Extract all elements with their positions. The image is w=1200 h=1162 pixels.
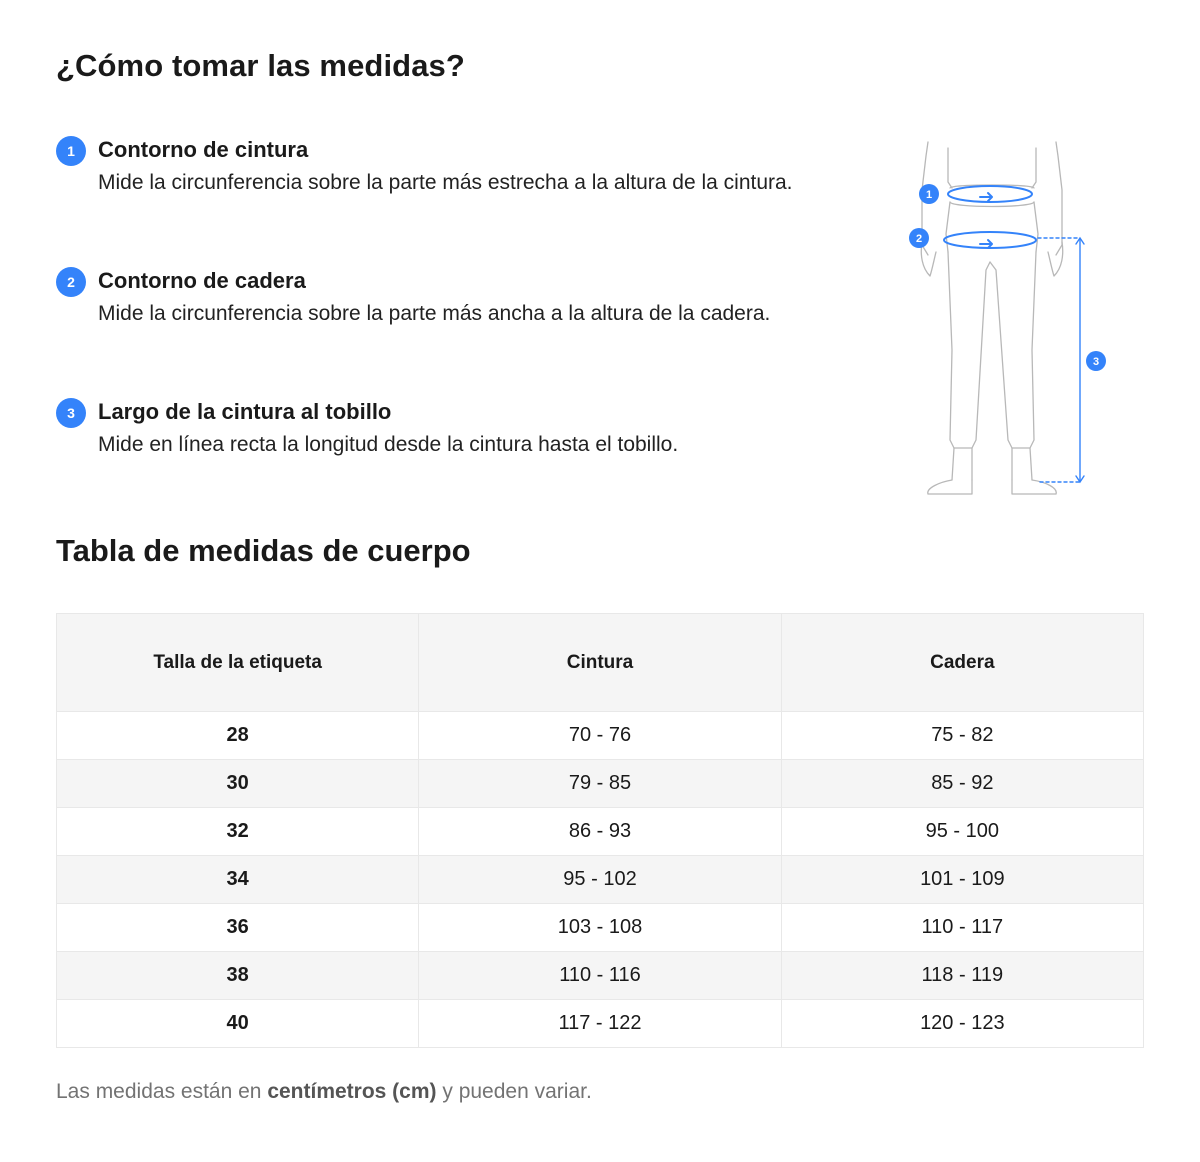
cell-waist: 86 - 93	[419, 808, 781, 856]
cell-hip: 85 - 92	[781, 760, 1143, 808]
cell-hip: 101 - 109	[781, 856, 1143, 904]
table-row	[57, 856, 1144, 904]
cell-size: 32	[57, 808, 419, 856]
pants-figure-icon	[900, 130, 1130, 510]
table-row	[57, 952, 1144, 1000]
step-number-badge: 2	[56, 267, 86, 297]
table-row	[57, 808, 1144, 856]
cell-hip: 110 - 117	[781, 904, 1143, 952]
footnote	[56, 1080, 592, 1104]
cell-size: 40	[57, 1000, 419, 1048]
cell-size: 30	[57, 760, 419, 808]
footnote-emphasis: centímetros (cm)	[267, 1080, 437, 1103]
step-number-badge: 1	[56, 136, 86, 166]
step-title: Largo de la cintura al tobillo	[98, 399, 392, 424]
marker-label: 2	[915, 233, 923, 245]
step-number-badge: 3	[56, 398, 86, 428]
cell-waist: 117 - 122	[419, 1000, 781, 1048]
cell-size: 38	[57, 952, 419, 1000]
cell-waist: 110 - 116	[419, 952, 781, 1000]
table-title: Tabla de medidas de cuerpo	[56, 533, 471, 568]
table-row	[57, 760, 1144, 808]
size-table	[56, 613, 1144, 1048]
cell-size: 28	[57, 712, 419, 760]
table-row	[57, 1000, 1144, 1048]
cell-waist: 103 - 108	[419, 904, 781, 952]
step-title: Contorno de cintura	[98, 137, 309, 162]
cell-waist: 79 - 85	[419, 760, 781, 808]
step-description: Mide en línea recta la longitud desde la cintura hasta el tobillo.	[98, 433, 679, 456]
table-row	[57, 712, 1144, 760]
step-title: Contorno de cadera	[98, 268, 306, 293]
column-header-hip: Cadera	[781, 614, 1143, 712]
column-header-waist: Cintura	[419, 614, 781, 712]
footnote-suffix: y pueden variar.	[436, 1080, 592, 1103]
cell-hip: 95 - 100	[781, 808, 1143, 856]
cell-size: 34	[57, 856, 419, 904]
cell-size: 36	[57, 904, 419, 952]
step-description: Mide la circunferencia sobre la parte más estrecha a la altura de la cintura.	[98, 171, 793, 194]
cell-hip: 118 - 119	[781, 952, 1143, 1000]
column-header-size: Talla de la etiqueta	[57, 614, 419, 712]
cell-hip: 75 - 82	[781, 712, 1143, 760]
table-row	[57, 904, 1144, 952]
step-description: Mide la circunferencia sobre la parte más ancha a la altura de la cadera.	[98, 302, 771, 325]
marker-label: 3	[1092, 356, 1100, 368]
cell-hip: 120 - 123	[781, 1000, 1143, 1048]
marker-label: 1	[925, 189, 933, 201]
cell-waist: 95 - 102	[419, 856, 781, 904]
page-title: ¿Cómo tomar las medidas?	[56, 48, 465, 83]
cell-waist: 70 - 76	[419, 712, 781, 760]
footnote-prefix: Las medidas están en	[56, 1080, 268, 1103]
table-header-row	[57, 614, 1144, 712]
